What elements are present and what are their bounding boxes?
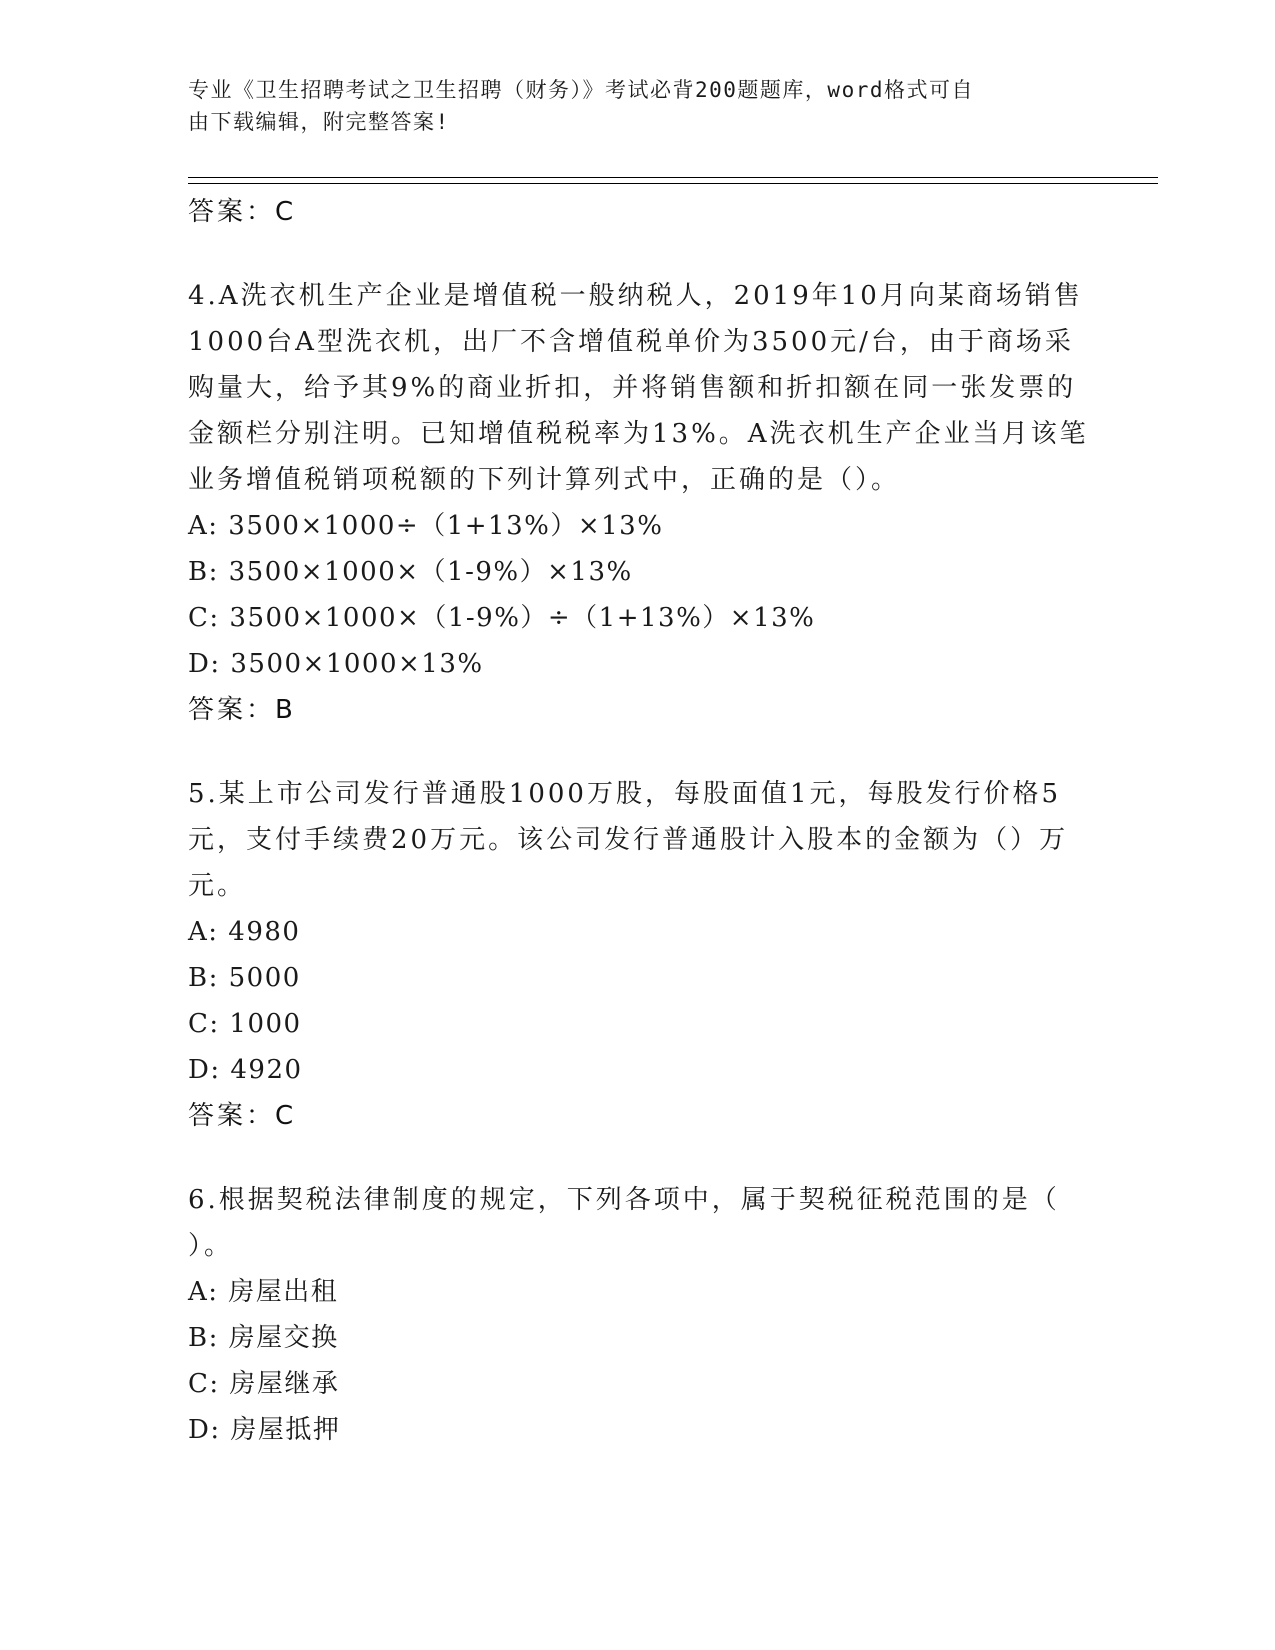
answer: 答案：B [188, 695, 296, 725]
option-b: B: 房屋交换 [188, 1323, 339, 1353]
option-d: D: 4920 [188, 1055, 303, 1085]
question-text-line: ）。 [188, 1231, 234, 1261]
question-text-line: 4.A洗衣机生产企业是增值税一般纳税人，2019年10月向某商场销售 [188, 281, 1083, 311]
question-4 [188, 273, 1088, 733]
option-c: C: 3500×1000×（1-9%）÷（1+13%）×13% [188, 603, 816, 633]
option-a: A: 4980 [188, 917, 301, 947]
option-d: D: 房屋抵押 [188, 1415, 341, 1445]
header-divider-top [188, 177, 1158, 178]
answer: 答案：C [188, 1101, 297, 1131]
option-a: A: 房屋出租 [188, 1277, 339, 1307]
question-text-line: 元。 [188, 871, 247, 901]
header-divider-bottom [188, 183, 1158, 184]
spacer [188, 1139, 1088, 1177]
question-6 [188, 1177, 1088, 1453]
question-text-line: 6.根据契税法律制度的规定，下列各项中，属于契税征税范围的是（ [188, 1185, 1060, 1215]
question-text-line: 业务增值税销项税额的下列计算列式中，正确的是（）。 [188, 465, 901, 495]
option-c: C: 1000 [188, 1009, 302, 1039]
spacer [188, 733, 1088, 771]
question-text-line: 1000台A型洗衣机，出厂不含增值税单价为3500元/台，由于商场采 [188, 327, 1074, 357]
option-d: D: 3500×1000×13% [188, 649, 484, 679]
previous-answer: 答案：C [188, 197, 297, 227]
spacer [188, 235, 1088, 273]
option-b: B: 5000 [188, 963, 301, 993]
option-a: A: 3500×1000÷（1+13%）×13% [188, 511, 664, 541]
option-c: C: 房屋继承 [188, 1369, 340, 1399]
question-text-line: 金额栏分别注明。已知增值税税率为13%。A洗衣机生产企业当月该笔 [188, 419, 1089, 449]
question-content [188, 189, 1088, 1453]
header-line-2: 由下载编辑，附完整答案! [188, 110, 450, 134]
question-text-line: 元，支付手续费20万元。该公司发行普通股计入股本的金额为（）万 [188, 825, 1069, 855]
option-b: B: 3500×1000×（1-9%）×13% [188, 557, 633, 587]
question-text-line: 5.某上市公司发行普通股1000万股，每股面值1元，每股发行价格5 [188, 779, 1062, 809]
document-header [188, 74, 1068, 138]
question-text-line: 购量大，给予其9%的商业折扣，并将销售额和折扣额在同一张发票的 [188, 373, 1077, 403]
question-5 [188, 771, 1088, 1139]
header-line-1: 专业《卫生招聘考试之卫生招聘（财务）》考试必背200题题库，word格式可自 [188, 78, 974, 102]
